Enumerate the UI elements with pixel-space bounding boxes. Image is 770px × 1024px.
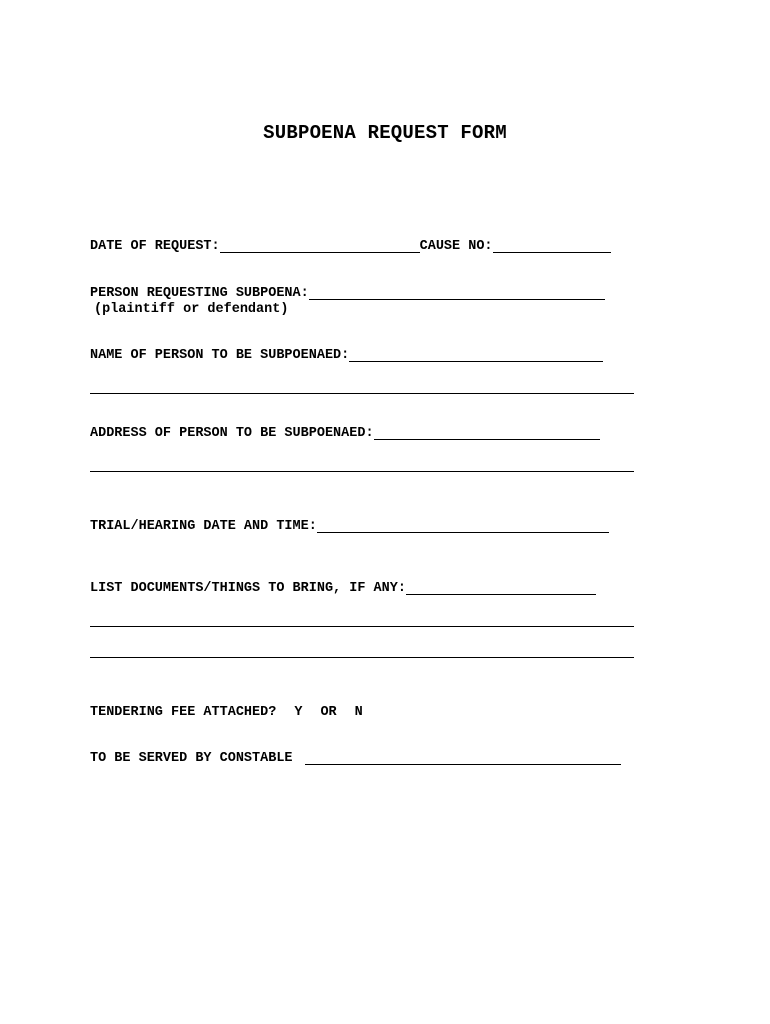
date-of-request-field[interactable]: [220, 239, 420, 253]
tendering-fee-row: [90, 705, 363, 721]
address-of-person-label: ADDRESS OF PERSON TO BE SUBPOENAED:: [90, 426, 374, 441]
person-requesting-label: PERSON REQUESTING SUBPOENA:: [90, 286, 309, 301]
name-of-person-row: [90, 348, 603, 364]
option-or: OR: [320, 705, 337, 720]
cause-no-label: CAUSE NO:: [419, 239, 493, 254]
date-of-request-label: DATE OF REQUEST:: [90, 239, 220, 254]
trial-date-label: TRIAL/HEARING DATE AND TIME:: [90, 519, 317, 534]
served-by-label: TO BE SERVED BY CONSTABLE: [90, 751, 293, 766]
address-of-person-row: [90, 426, 600, 442]
option-n[interactable]: N: [354, 705, 363, 720]
documents-extra-line-1[interactable]: [90, 626, 634, 627]
person-requesting-note: (plaintiff or defendant): [94, 302, 289, 317]
trial-date-row: [90, 519, 609, 535]
documents-field[interactable]: [406, 581, 596, 595]
person-requesting-field[interactable]: [309, 286, 605, 300]
cause-no-field[interactable]: [493, 239, 611, 253]
documents-label: LIST DOCUMENTS/THINGS TO BRING, IF ANY:: [90, 581, 406, 596]
date-cause-row: [90, 239, 611, 255]
name-of-person-extra-line[interactable]: [90, 393, 634, 394]
person-requesting-row: [90, 286, 605, 302]
address-of-person-field[interactable]: [374, 426, 600, 440]
documents-row: [90, 581, 596, 597]
served-by-field[interactable]: [305, 751, 621, 765]
documents-extra-line-2[interactable]: [90, 657, 634, 658]
served-by-row: [90, 751, 621, 767]
name-of-person-label: NAME OF PERSON TO BE SUBPOENAED:: [90, 348, 350, 363]
tendering-fee-label: TENDERING FEE ATTACHED?: [90, 705, 277, 720]
form-title: SUBPOENA REQUEST FORM: [263, 122, 507, 144]
trial-date-field[interactable]: [317, 519, 609, 533]
option-y[interactable]: Y: [294, 705, 303, 720]
name-of-person-field[interactable]: [349, 348, 603, 362]
address-of-person-extra-line[interactable]: [90, 471, 634, 472]
